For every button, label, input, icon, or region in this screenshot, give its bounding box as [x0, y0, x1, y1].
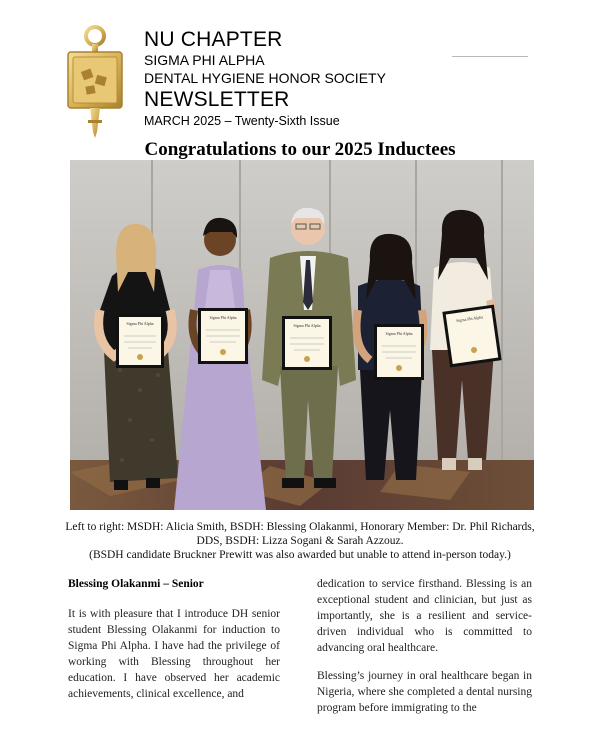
svg-text:Sigma Phi Alpha: Sigma Phi Alpha — [209, 315, 237, 320]
headline: Congratulations to our 2025 Inductees — [144, 139, 456, 160]
caption-names: Left to right: MSDH: Alicia Smith, BSDH: Blessing Olakanmi, Honorary Member: Dr. Phil Richards, DDS, BSDH: Lizza Sogani & Sarah Azzouz. — [65, 521, 535, 547]
masthead — [144, 29, 386, 129]
certificate-sarah — [442, 305, 501, 368]
article-left-column — [68, 576, 280, 714]
certificate-lizza — [374, 324, 424, 380]
article-right-column — [317, 576, 532, 728]
article-subheading: Blessing Olakanmi – Senior — [68, 578, 204, 590]
honor-society-name: DENTAL HYGIENE HONOR SOCIETY — [144, 70, 386, 86]
header-rule — [452, 56, 528, 57]
issue-line: MARCH 2025 – Twenty-Sixth Issue — [144, 114, 340, 128]
article-paragraph: dedication to service firsthand. Blessing is an exceptional student and clinician, but just as importantly, she is a resilient and service-driven individual who is committed to advancing oral healthcare. — [317, 578, 532, 654]
certificate-phil — [282, 316, 332, 370]
svg-text:Sigma Phi Alpha: Sigma Phi Alpha — [385, 331, 413, 336]
certificate-blessing — [198, 308, 248, 364]
photo-caption — [60, 520, 540, 562]
svg-text:Sigma Phi Alpha: Sigma Phi Alpha — [126, 321, 154, 326]
article-paragraph: It is with pleasure that I introduce DH senior student Blessing Olakanmi for induction to Sigma Phi Alpha. I have had the privilege of working with Blessing throughout her education. I have observed her academic achievements, clinical excellence, and — [68, 608, 280, 700]
society-name: SIGMA PHI ALPHA — [144, 52, 265, 68]
inductees-group-photo — [70, 160, 534, 510]
certificate-alicia — [116, 314, 164, 368]
svg-text:Sigma Phi Alpha: Sigma Phi Alpha — [293, 323, 321, 328]
article-paragraph: Blessing’s journey in oral healthcare began in Nigeria, where she completed a dental nursing program before immigrating to the — [317, 670, 532, 714]
chapter-name: NU CHAPTER — [144, 28, 283, 51]
caption-note: (BSDH candidate Bruckner Prewitt was also awarded but unable to attend in-person today.) — [89, 549, 511, 561]
sigma-phi-alpha-pin-icon — [66, 24, 124, 142]
photo-illustration — [70, 160, 534, 510]
svg-text:Sigma Phi Alpha: Sigma Phi Alpha — [455, 314, 484, 324]
newsletter-title: NEWSLETTER — [144, 88, 290, 111]
